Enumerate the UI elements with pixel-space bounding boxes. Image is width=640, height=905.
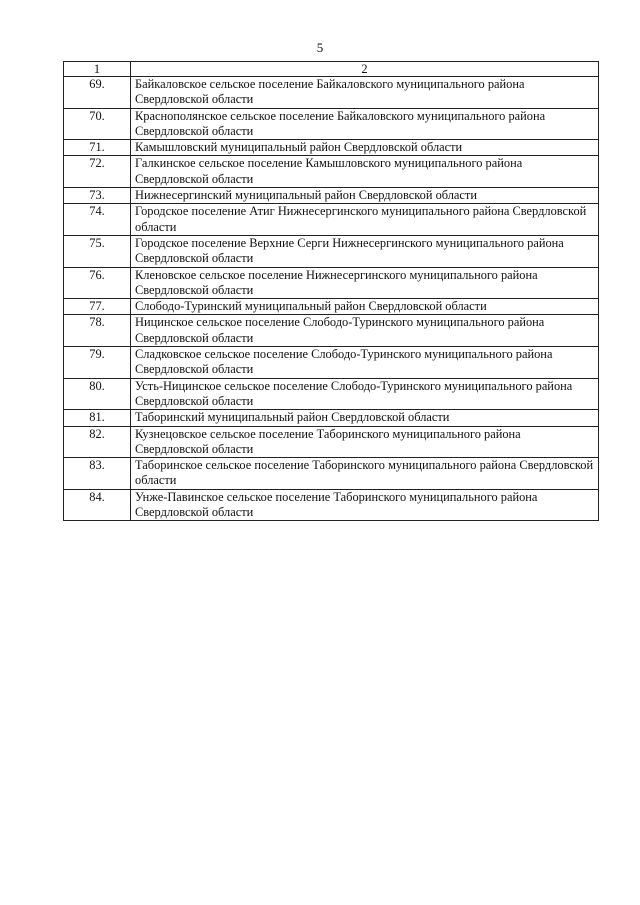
row-number: 75. xyxy=(64,235,131,267)
municipality-name: Таборинское сельское поселение Таборинского муниципального района Свердловской области xyxy=(131,458,599,490)
municipality-name: Усть-Ницинское сельское поселение Слободо-Туринского муниципального района Свердловской области xyxy=(131,378,599,410)
table-row xyxy=(64,140,599,156)
table-row xyxy=(64,235,599,267)
municipality-name: Унже-Павинское сельское поселение Таборинского муниципального района Свердловской области xyxy=(131,489,599,521)
municipality-name: Слободо-Туринский муниципальный район Свердловской области xyxy=(131,299,599,315)
row-number: 71. xyxy=(64,140,131,156)
row-number: 81. xyxy=(64,410,131,426)
table-row xyxy=(64,267,599,299)
row-number: 72. xyxy=(64,156,131,188)
table-row xyxy=(64,188,599,204)
row-number: 78. xyxy=(64,315,131,347)
table-row xyxy=(64,378,599,410)
row-number: 82. xyxy=(64,426,131,458)
row-number: 80. xyxy=(64,378,131,410)
table-header-row xyxy=(64,62,599,77)
table-row xyxy=(64,489,599,521)
municipality-name: Сладковское сельское поселение Слободо-Туринского муниципального района Свердловской области xyxy=(131,347,599,379)
row-number: 79. xyxy=(64,347,131,379)
row-number: 70. xyxy=(64,108,131,140)
table-row xyxy=(64,426,599,458)
table-row xyxy=(64,108,599,140)
row-number: 84. xyxy=(64,489,131,521)
page-number: 5 xyxy=(316,40,324,55)
municipality-name: Байкаловское сельское поселение Байкаловского муниципального района Свердловской области xyxy=(131,77,599,109)
column-header-number: 1 xyxy=(64,62,131,77)
municipality-name: Камышловский муниципальный район Свердловской области xyxy=(131,140,599,156)
municipality-name: Галкинское сельское поселение Камышловского муниципального района Свердловской области xyxy=(131,156,599,188)
row-number: 83. xyxy=(64,458,131,490)
row-number: 74. xyxy=(64,204,131,236)
row-number: 69. xyxy=(64,77,131,109)
table-row xyxy=(64,347,599,379)
municipalities-table xyxy=(63,61,599,521)
table-row xyxy=(64,204,599,236)
table-row xyxy=(64,77,599,109)
table-row xyxy=(64,458,599,490)
table-row xyxy=(64,315,599,347)
column-header-name: 2 xyxy=(131,62,599,77)
municipality-name: Краснополянское сельское поселение Байкаловского муниципального района Свердловской области xyxy=(131,108,599,140)
row-number: 73. xyxy=(64,188,131,204)
municipality-name: Таборинский муниципальный район Свердловской области xyxy=(131,410,599,426)
municipality-name: Кузнецовское сельское поселение Таборинского муниципального района Свердловской области xyxy=(131,426,599,458)
municipality-name: Городское поселение Атиг Нижнесергинского муниципального района Свердловской области xyxy=(131,204,599,236)
table-row xyxy=(64,299,599,315)
municipality-name: Городское поселение Верхние Серги Нижнесергинского муниципального района Свердловской области xyxy=(131,235,599,267)
municipality-name: Ницинское сельское поселение Слободо-Туринского муниципального района Свердловской области xyxy=(131,315,599,347)
row-number: 76. xyxy=(64,267,131,299)
table-row xyxy=(64,156,599,188)
municipality-name: Нижнесергинский муниципальный район Свердловской области xyxy=(131,188,599,204)
table-row xyxy=(64,410,599,426)
municipality-name: Кленовское сельское поселение Нижнесергинского муниципального района Свердловской области xyxy=(131,267,599,299)
row-number: 77. xyxy=(64,299,131,315)
